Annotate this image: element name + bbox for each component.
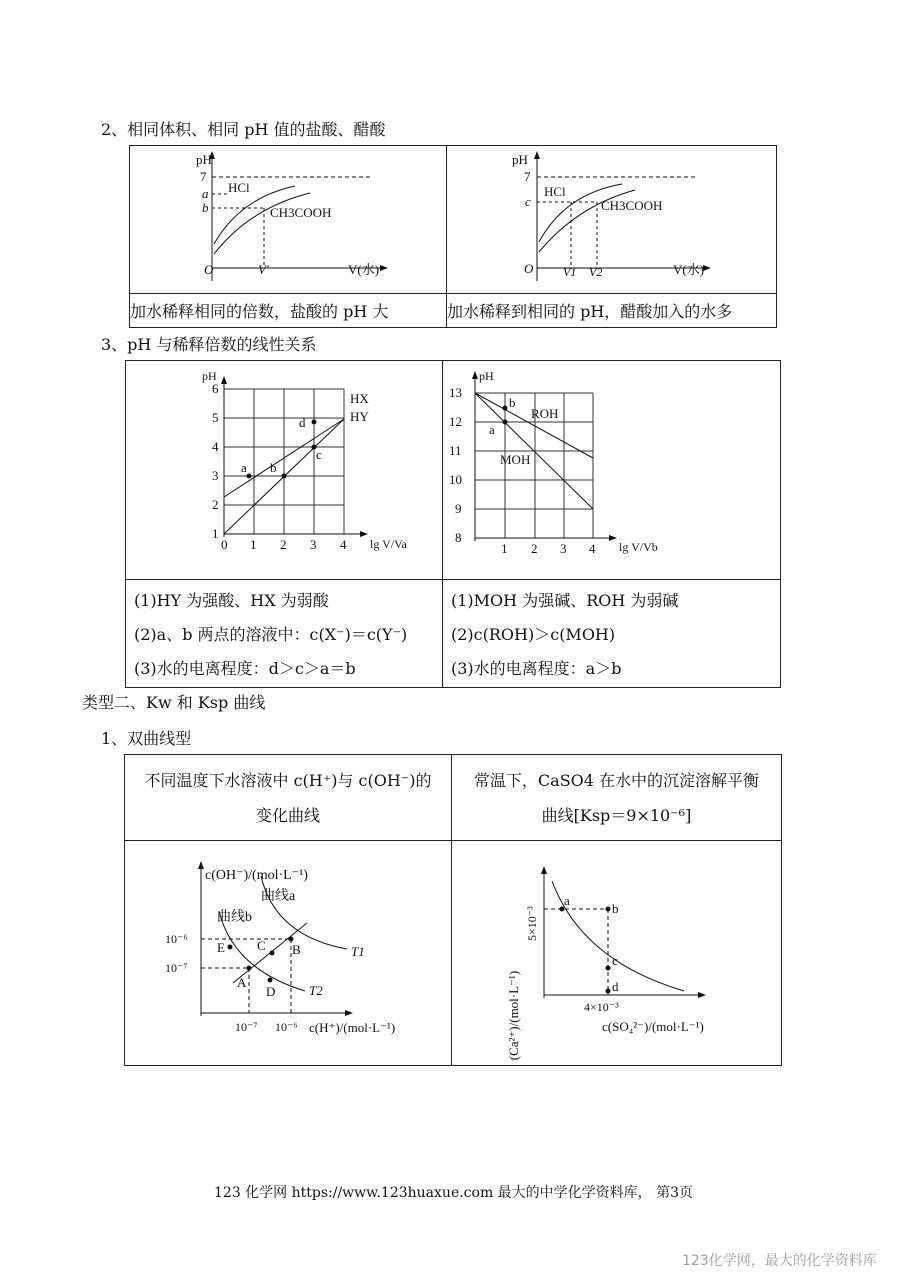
conclusion-left-3: (3)水的电离程度：d＞c＞a＝b [134, 658, 356, 678]
chart-4-ylabel: pH [479, 369, 494, 383]
chart-6-point-d: d [612, 979, 619, 994]
conclusion-left [126, 580, 443, 688]
chart-3-xtick-2: 2 [280, 537, 287, 552]
chart-5-point-e: E [217, 940, 225, 955]
chart-2-ylabel: pH [512, 152, 528, 167]
chart-4-point-a: a [489, 422, 495, 437]
chart-6-xtick: 4×10⁻³ [584, 1000, 619, 1014]
chart-1-ylabel: pH [196, 152, 212, 167]
header-left [125, 755, 452, 841]
chart-4-xtick-2: 2 [531, 541, 538, 556]
chart-3-ytick-1: 1 [212, 526, 219, 541]
chart-4-ytick-12: 12 [449, 414, 462, 429]
header-left-line-1: 不同温度下水溶液中 c(H⁺)与 c(OH⁻)的 [144, 770, 432, 790]
chart-3-ytick-3: 3 [212, 468, 219, 483]
chart-6-ytick: 5×10⁻³ [525, 906, 539, 941]
watermark: 123化学网，最大的化学资料库 [682, 1253, 877, 1269]
chart-1-ytick-7: 7 [200, 169, 207, 184]
chart-1-xtick: V′ [258, 262, 269, 277]
chart-3-ylabel: pH [202, 369, 217, 383]
chart-5-point-b: B [292, 942, 301, 957]
chart-2-origin: O [524, 261, 534, 276]
chart-5-label-curve-b: 曲线b [217, 910, 252, 925]
header-right-line-1: 常温下，CaSO4 在水中的沉淀溶解平衡 [473, 770, 760, 790]
chart-1-ytick-b: b [202, 200, 209, 215]
chart-4-xlabel: lg V/Vb [619, 540, 658, 554]
chart-3-point-d: d [299, 415, 306, 430]
dilution-comparison-table [129, 145, 777, 328]
header-right-line-2: 曲线[Ksp＝9×10⁻⁶] [541, 805, 692, 825]
chart-1-origin: O [204, 262, 214, 277]
chart-3-xtick-0: 0 [221, 537, 228, 552]
chart-4-ytick-11: 11 [449, 443, 462, 458]
chart-4-point-b: b [509, 395, 516, 410]
chart-2-ytick-7: 7 [524, 169, 531, 184]
chart-2-label-ch3cooh: CH3COOH [601, 198, 663, 213]
chart-1-label-ch3cooh: CH3COOH [270, 205, 332, 220]
chart-1-label-hcl: HCl [228, 180, 250, 195]
chart-3-xtick-4: 4 [340, 537, 347, 552]
chart-4-label-roh: ROH [531, 406, 559, 421]
chart-2-xtick-v1: V1 [563, 265, 577, 279]
chart-5-label-curve-a: 曲线a [261, 889, 296, 904]
chart-3-point-b: b [270, 460, 277, 475]
chart-3-label-hy: HY [350, 409, 369, 424]
chart-6-point-c: c [612, 953, 618, 968]
chart-4-ytick-13: 13 [449, 385, 462, 400]
chart-cell-5 [125, 841, 452, 1066]
chart-3-ytick-4: 4 [212, 439, 219, 454]
chart-4 [443, 361, 780, 575]
chart-1 [130, 146, 446, 289]
chart-4-ytick-10: 10 [449, 472, 462, 487]
chart-4-xtick-1: 1 [501, 541, 508, 556]
section-2-title: 2、相同体积、相同 pH 值的盐酸、醋酸 [101, 120, 386, 139]
chart-3-xlabel: lg V/Va [370, 537, 407, 551]
chart-5-point-d: D [266, 984, 276, 999]
chart-5-label-t1: T1 [351, 944, 365, 959]
chart-3 [126, 361, 442, 575]
chart-5-ytick-6: 10⁻⁶ [165, 932, 188, 946]
chart-3-ytick-6: 6 [212, 381, 219, 396]
chart-2-label-hcl: HCl [544, 184, 566, 199]
conclusion-left-1: (1)HY 为强酸、HX 为弱酸 [134, 590, 329, 610]
kw-ksp-table [124, 754, 782, 1066]
chart-6-point-b: b [612, 901, 619, 916]
chart-3-xtick-1: 1 [250, 537, 257, 552]
chart-3-ytick-2: 2 [212, 497, 219, 512]
conclusion-right [443, 580, 781, 688]
chart-3-ytick-5: 5 [212, 410, 219, 425]
chart-2-ytick-c: c [525, 194, 531, 209]
chart-cell-1 [130, 146, 447, 294]
chart-4-xtick-3: 3 [560, 541, 567, 556]
conclusion-right-2: (2)c(ROH)＞c(MOH) [451, 624, 616, 644]
chart-6-ylabel: c(Ca²⁺)/(mol·L⁻¹) [506, 970, 521, 1061]
conclusion-right-1: (1)MOH 为强碱、ROH 为弱碱 [451, 590, 679, 610]
header-right [452, 755, 782, 841]
chart-5 [125, 841, 451, 1061]
chart-3-label-hx: HX [350, 391, 369, 406]
linear-dilution-table [125, 360, 781, 688]
chart-cell-4 [443, 361, 781, 580]
header-left-line-2: 变化曲线 [255, 805, 320, 825]
subsection-1-title: 1、双曲线型 [101, 729, 192, 748]
chart-4-xtick-4: 4 [589, 541, 596, 556]
chart-4-label-moh: MOH [500, 452, 531, 467]
chart-cell-6 [452, 841, 782, 1066]
chart-5-xtick-7: 10⁻⁷ [235, 1020, 258, 1034]
chart-5-xtick-6: 10⁻⁶ [275, 1020, 298, 1034]
chart-4-ytick-8: 8 [455, 530, 462, 545]
chart-5-ytick-7: 10⁻⁷ [165, 961, 188, 975]
chart-4-ytick-9: 9 [455, 501, 462, 516]
chart-3-xtick-3: 3 [310, 537, 317, 552]
chart-5-xlabel: c(H⁺)/(mol·L⁻¹) [309, 1020, 396, 1035]
chart-6 [452, 841, 781, 1061]
chart-3-point-a: a [241, 460, 247, 475]
chart-2-xlabel: V(水) [673, 262, 705, 277]
caption-left: 加水稀释相同的倍数，盐酸的 pH 大 [130, 294, 447, 328]
chart-5-label-t2: T2 [309, 983, 323, 998]
chart-2-xtick-v2: V2 [589, 265, 603, 279]
chart-1-ytick-a: a [202, 186, 209, 201]
chart-cell-2 [447, 146, 777, 294]
conclusion-left-2: (2)a、b 两点的溶液中：c(X⁻)＝c(Y⁻) [134, 624, 408, 644]
chart-5-ylabel: c(OH⁻)/(mol·L⁻¹) [205, 868, 308, 883]
section-3-title: 3、pH 与稀释倍数的线性关系 [101, 335, 317, 354]
chart-3-point-c: c [316, 447, 322, 462]
chart-1-xlabel: V(水) [348, 262, 380, 277]
type-2-title: 类型二、Kw 和 Ksp 曲线 [82, 693, 266, 712]
chart-cell-3 [126, 361, 443, 580]
chart-6-xlabel: c(SO₄²⁻)/(mol·L⁻¹) [602, 1019, 704, 1034]
chart-5-point-a: A [237, 975, 247, 990]
conclusion-right-3: (3)水的电离程度：a＞b [451, 658, 622, 678]
chart-5-point-c: C [257, 938, 266, 953]
page-footer: 123 化学网 https://www.123huaxue.com 最大的中学化学资料库， 第3页 [214, 1185, 694, 1201]
caption-right: 加水稀释到相同的 pH，醋酸加入的水多 [447, 294, 777, 328]
chart-6-point-a: a [564, 893, 570, 908]
chart-2 [447, 146, 776, 289]
